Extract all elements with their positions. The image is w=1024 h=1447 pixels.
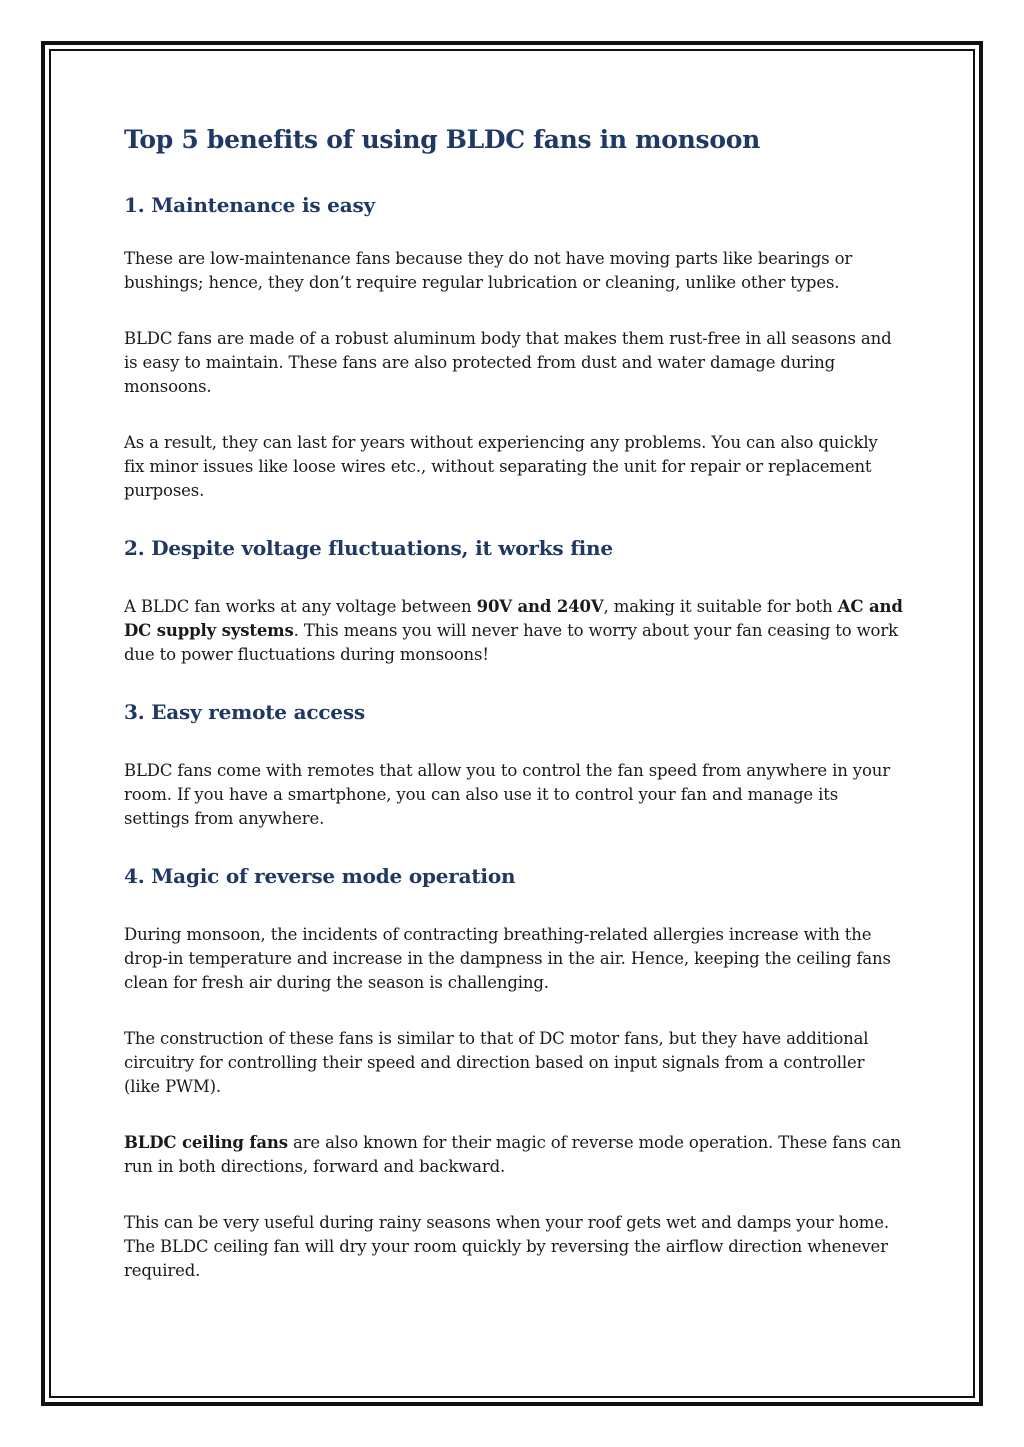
paragraph: This can be very useful during rainy seasons when your roof gets wet and damps your home. The BLDC ceiling fan will dry your room quickly by reversing the airflow direction whenever required. [124,1213,890,1280]
bold-text: BLDC ceiling fans [124,1133,288,1152]
text-run: . This means you will never have to worry about your fan ceasing to work due to power fluctuations during monsoons! [124,621,898,664]
text-run: A BLDC fan works at any voltage between [124,597,477,616]
section-heading-maintenance: 1. Maintenance is easy [124,193,375,217]
bold-text: AC and DC supply systems [124,597,903,640]
bold-text: 90V and 240V [476,597,604,616]
paragraph [124,1131,904,1179]
paragraph [124,595,904,667]
paragraph: The construction of these fans is similar to that of DC motor fans, but they have additional circuitry for controlling their speed and direction based on input signals from a controller (like PWM). [124,1029,869,1096]
paragraph: These are low-maintenance fans because they do not have moving parts like bearings or bushings; hence, they don’t require regular lubrication or cleaning, unlike other types. [124,249,853,292]
paragraph: BLDC fans are made of a robust aluminum body that makes them rust-free in all seasons and is easy to maintain. These fans are also protected from dust and water damage during monsoons. [124,329,892,396]
section-heading-voltage: 2. Despite voltage fluctuations, it works fine [124,536,613,560]
document-body [124,122,914,1283]
text-run: , making it suitable for both [603,597,838,616]
paragraph: BLDC fans come with remotes that allow you to control the fan speed from anywhere in your room. If you have a smartphone, you can also use it to control your fan and manage its settings from anywhere. [124,761,890,828]
paragraph: During monsoon, the incidents of contracting breathing-related allergies increase with the drop-in temperature and increase in the dampness in the air. Hence, keeping the ceiling fans clean for fresh air during the season is challenging. [124,925,891,992]
text-run: are also known for their magic of reverse mode operation. These fans can run in both directions, forward and backward. [124,1133,901,1176]
page-title: Top 5 benefits of using BLDC fans in monsoon [124,125,760,154]
section-heading-remote: 3. Easy remote access [124,700,365,724]
section-heading-reverse-mode: 4. Magic of reverse mode operation [124,864,516,888]
paragraph: As a result, they can last for years without experiencing any problems. You can also quickly fix minor issues like loose wires etc., without separating the unit for repair or replacement purposes. [124,433,878,500]
